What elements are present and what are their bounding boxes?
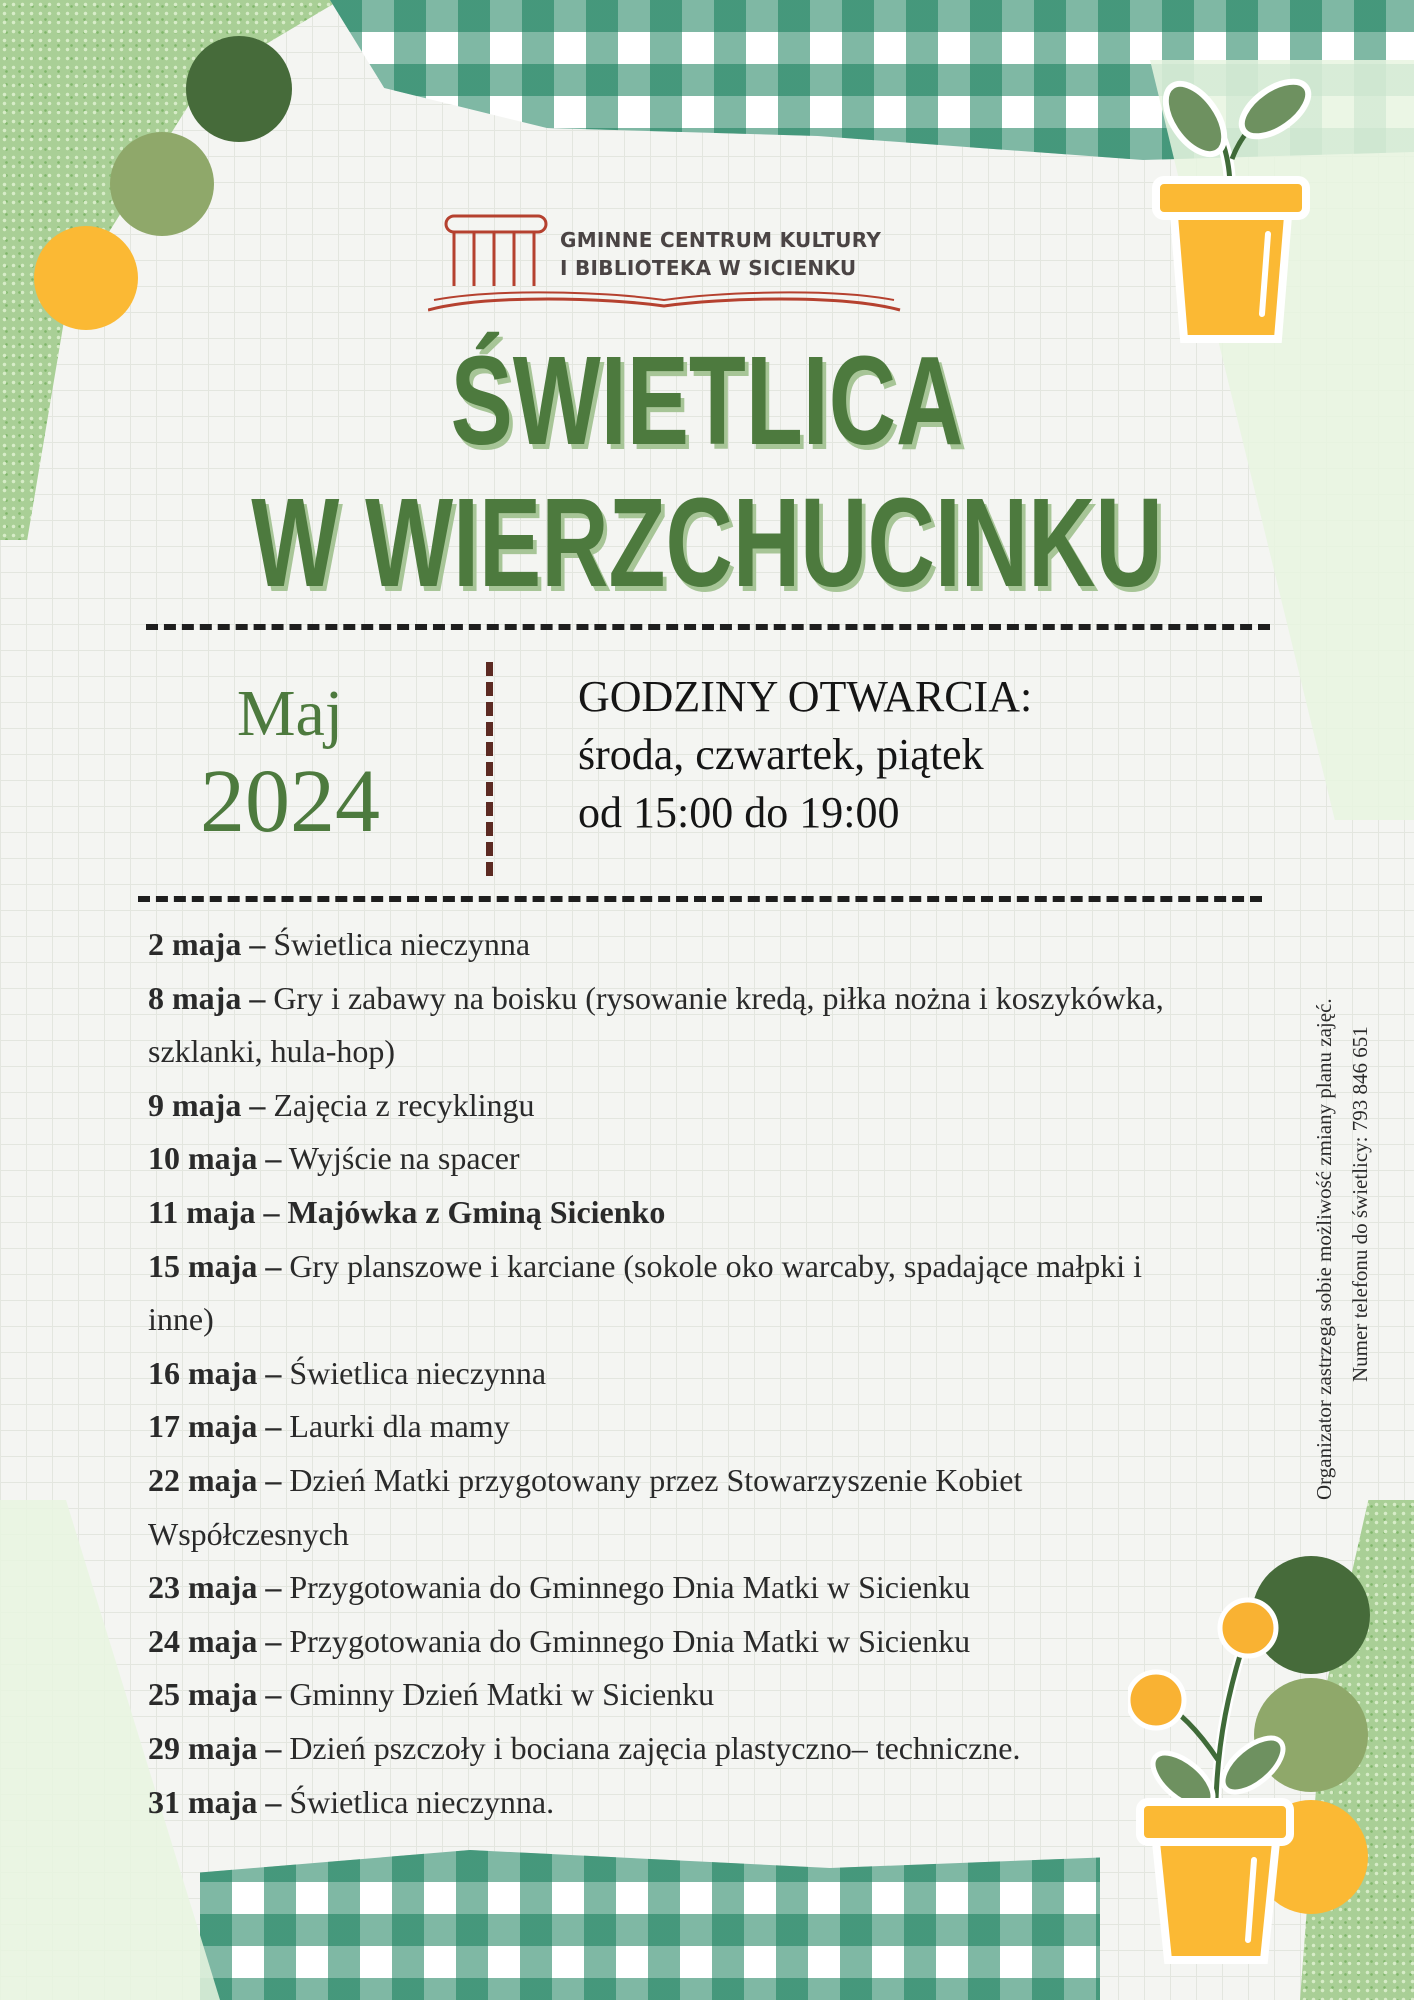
schedule-dash-glyph: – [265, 1247, 282, 1284]
schedule-list [148, 918, 1168, 1829]
schedule-activity: Gry i zabawy na boisku (rysowanie kredą, piłka nożna i koszykówka, szklanki, hula-hop) [148, 979, 1164, 1070]
schedule-item [148, 1132, 1168, 1186]
schedule-activity: Dzień Matki przygotowany przez Stowarzyszenie Kobiet Współczesnych [148, 1461, 1023, 1552]
schedule-dash [256, 1194, 264, 1230]
schedule-dash-glyph: – [265, 1622, 282, 1659]
divider-bottom [138, 896, 1262, 902]
schedule-dash-glyph: – [263, 1193, 280, 1230]
schedule-dash-glyph: – [265, 1408, 282, 1445]
schedule-item [148, 1615, 1168, 1669]
schedule-activity: Majówka z Gminą Sicienko [287, 1193, 666, 1230]
side-note-phone: Numer telefonu do świetlicy: 793 846 651 [1348, 1026, 1372, 1382]
schedule-date: 31 maja [148, 1783, 258, 1820]
schedule-dash-glyph: – [249, 979, 266, 1016]
schedule-date: 15 maja [148, 1247, 258, 1284]
schedule-item [148, 918, 1168, 972]
schedule-activity: Gry planszowe i karciane (sokole oko warcaby, spadające małpki i inne) [148, 1247, 1143, 1338]
schedule-dash-glyph: – [265, 1569, 282, 1606]
schedule-activity: Świetlica nieczynna [289, 1354, 547, 1391]
opening-time: od 15:00 do 19:00 [578, 788, 900, 837]
schedule-dash-glyph: – [249, 1086, 266, 1123]
organization-line-1: GMINNE CENTRUM KULTURY [560, 228, 882, 252]
schedule-item [148, 1776, 1168, 1830]
schedule-dash-glyph: – [265, 1461, 282, 1498]
schedule-date: 9 maja [148, 1086, 242, 1123]
page-title-line-1: ŚWIETLICA [450, 330, 964, 471]
side-note-disclaimer: Organizator zastrzega sobie możliwość zmiany planu zajęć. [1312, 998, 1336, 1500]
schedule-item [148, 1400, 1168, 1454]
potted-sprout-icon [1150, 64, 1320, 354]
schedule-activity: Świetlica nieczynna [273, 926, 531, 962]
opening-hours [578, 668, 1032, 842]
organization-line-2: I BIBLIOTEKA W SICIENKU [560, 256, 857, 280]
schedule-item [148, 1240, 1168, 1347]
schedule-dash-glyph: – [249, 926, 266, 962]
divider-vertical [486, 662, 493, 876]
schedule-item [148, 1347, 1168, 1401]
schedule-item [148, 1561, 1168, 1615]
organization-name [560, 226, 881, 282]
schedule-dash-glyph: – [265, 1783, 282, 1820]
schedule-activity: Świetlica nieczynna. [289, 1783, 555, 1820]
schedule-date: 2 maja [148, 926, 242, 962]
schedule-activity: Przygotowania do Gminnego Dnia Matki w Sicienku [289, 1622, 971, 1659]
schedule-date: 22 maja [148, 1461, 258, 1498]
schedule-item [148, 1722, 1168, 1776]
schedule-activity: Gminny Dzień Matki w Sicienku [289, 1676, 715, 1713]
decor-circle-mid [110, 132, 214, 236]
schedule-item [148, 1079, 1168, 1133]
side-note [1306, 720, 1378, 1500]
schedule-date: 24 maja [148, 1622, 258, 1659]
schedule-activity: Zajęcia z recyklingu [273, 1086, 535, 1123]
decor-gingham-bottom [200, 1850, 1100, 2000]
schedule-date: 10 maja [148, 1140, 258, 1177]
schedule-dash-glyph: – [265, 1354, 282, 1391]
schedule-item [148, 972, 1168, 1079]
schedule-dash-glyph: – [265, 1140, 282, 1177]
opening-hours-heading: GODZINY OTWARCIA: [578, 672, 1033, 721]
schedule-item [148, 1186, 1168, 1240]
schedule-activity: Laurki dla mamy [289, 1408, 510, 1445]
schedule-date: 11 maja [148, 1193, 256, 1230]
schedule-date: 29 maja [148, 1729, 258, 1766]
schedule-dash-glyph: – [265, 1729, 282, 1766]
schedule-date: 23 maja [148, 1569, 258, 1606]
schedule-activity: Wyjście na spacer [288, 1140, 520, 1177]
schedule-dash-glyph: – [265, 1676, 282, 1713]
schedule-activity: Przygotowania do Gminnego Dnia Matki w Sicienku [289, 1569, 971, 1606]
schedule-activity: Dzień pszczoły i bociana zajęcia plastyczno– techniczne. [289, 1729, 1021, 1766]
schedule-date: 16 maja [148, 1354, 258, 1391]
opening-days: środa, czwartek, piątek [578, 730, 984, 779]
schedule-date: 25 maja [148, 1676, 258, 1713]
decor-circle-yellow [34, 226, 138, 330]
year-label: 2024 [200, 752, 380, 851]
schedule-date: 8 maja [148, 979, 242, 1016]
month-label: Maj [236, 677, 344, 750]
schedule-item [148, 1454, 1168, 1561]
decor-circle-dark [186, 36, 292, 142]
page-title-line-2: W WIERZCHUCINKU [251, 472, 1163, 613]
divider-top [146, 624, 1270, 630]
schedule-item [148, 1668, 1168, 1722]
schedule-date: 17 maja [148, 1408, 258, 1445]
